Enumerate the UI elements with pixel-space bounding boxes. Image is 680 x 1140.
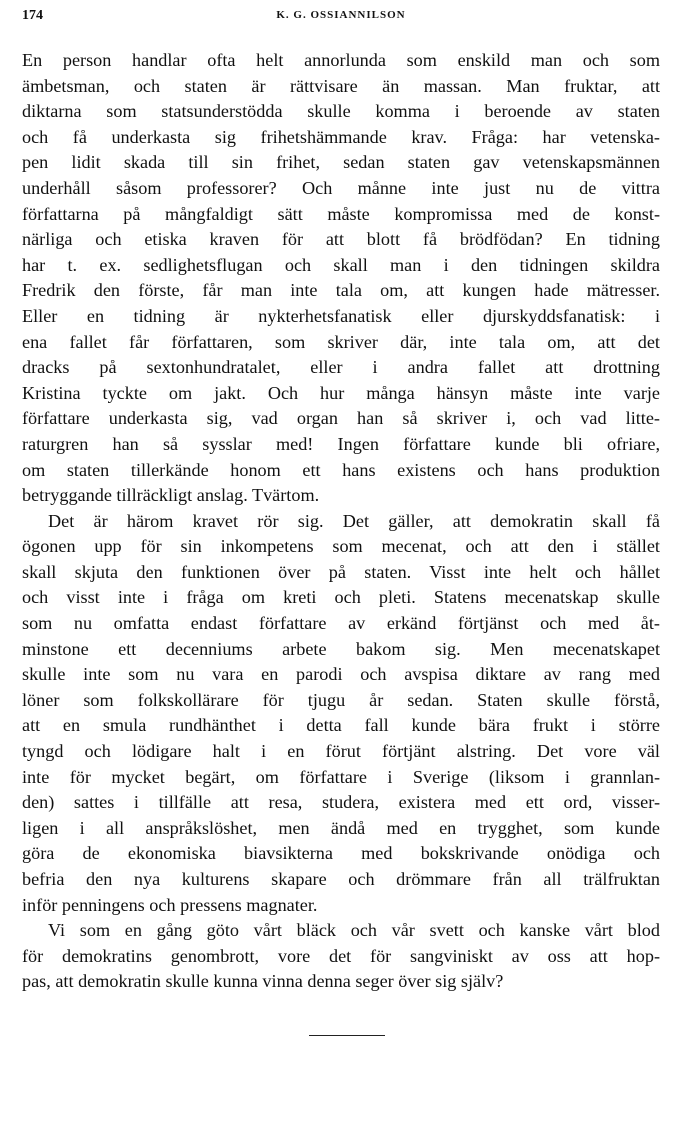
running-title: K. G. OSSIANNILSON [276, 9, 406, 21]
running-head [22, 8, 660, 30]
text-line: och visst inte i fråga om kreti och pleti. Statens mecenatskap skulle [22, 587, 660, 608]
text-line: har t. ex. sedlighetsflugan och skall man i den tidningen skildra [22, 254, 660, 275]
text-line: pas, att demokratin skulle kunna vinna denna seger över sig själv? [22, 971, 504, 992]
text-line: dracks på sextonhundratalet, eller i andra fallet att drottning [22, 357, 660, 378]
text-line: författare underkasta sig, vad organ han så skriver i, och vad litte- [22, 408, 660, 429]
text-line: som nu omfatta endast författare av erkänd förtjänst och med åt- [22, 613, 660, 634]
page-number: 174 [22, 8, 43, 23]
text-line: ämbetsman, och staten är rättvisare än massan. Man fruktar, att [22, 75, 660, 96]
text-line: Vi som en gång göto vårt bläck och vår svett och kanske vårt blod [48, 920, 660, 941]
text-line: om staten tillerkände honom ett hans existens och hans produktion [22, 459, 660, 480]
text-line: skall skjuta den funktionen över på staten. Visst inte helt och hållet [22, 561, 660, 582]
text-line: pen lidit skada till sin frihet, sedan staten gav vetenskapsmännen [22, 152, 660, 173]
text-line: Fredrik den förste, får man inte tala om, att kungen hade mätresser. [22, 280, 660, 301]
text-line: betryggande tillräckligt anslag. Tvärtom. [22, 485, 320, 506]
text-line: Det är härom kravet rör sig. Det gäller, att demokratin skall få [48, 510, 660, 531]
text-line: underhåll såsom professorer? Och månne inte just nu de vittra [22, 177, 660, 198]
text-line: befria den nya kulturens skapare och drömmare från all trälfruktan [22, 869, 660, 889]
text-line: minstone ett decenniums arbete bakom sig. Men mecenatskapet [22, 638, 660, 659]
paragraphs [22, 48, 660, 995]
paragraph [22, 48, 660, 509]
text-line: ögonen upp för sin inkompetens som mecenat, och att den i stället [22, 536, 660, 557]
text-line: tyngd och lödigare halt i en förut förtjänt alstring. Det vore väl [22, 741, 660, 762]
text-line: inför penningens och pressens magnater. [22, 894, 318, 915]
text-line: för demokratins genombrott, vore det för sangviniskt av oss att hop- [22, 945, 660, 966]
text-line: ligen i all anspråkslöshet, men ändå med en trygghet, som kunde [22, 817, 660, 838]
text-line: den) sattes i tillfälle att resa, studera, existera med ett ord, visser- [22, 792, 660, 813]
text-line: En person handlar ofta helt annorlunda som enskild man och som [22, 50, 660, 70]
text-line: löner som folkskollärare för tjugu år sedan. Staten skulle förstå, [22, 689, 660, 710]
paragraph [22, 509, 660, 919]
text-line: Kristina tyckte om jakt. Och hur många hänsyn måste inte varje [22, 382, 660, 403]
text-line: att en smula rundhänthet i detta fall kunde bära frukt i större [22, 715, 660, 736]
book-page [22, 8, 660, 1036]
text-line: skulle inte som nu vara en parodi och avspisa diktare av rang med [22, 664, 660, 685]
body-text [22, 48, 660, 995]
text-line: diktarna som statsunderstödda skulle komma i beroende av staten [22, 101, 660, 122]
text-line: raturgren han så sysslar med! Ingen författare kunde bli ofriare, [22, 433, 660, 454]
text-line: inte för mycket begärt, om författare i Sverige (liksom i grannlan- [22, 766, 660, 787]
text-line: göra de ekonomiska biavsikterna med bokskrivande onödiga och [22, 843, 660, 864]
text-line: Eller en tidning är nykterhetsfanatisk eller djurskyddsfanatisk: i [22, 305, 660, 326]
end-rule [309, 1035, 385, 1036]
text-line: författarna på mångfaldigt sätt måste kompromissa med de konst- [22, 203, 660, 224]
text-line: och få underkasta sig frihetshämmande krav. Fråga: har vetenska- [22, 126, 660, 147]
text-line: ena fallet får författaren, som skriver där, inte tala om, att det [22, 331, 660, 352]
text-line: närliga och etiska kraven för att blott få brödfödan? En tidning [22, 229, 660, 250]
paragraph [22, 918, 660, 995]
